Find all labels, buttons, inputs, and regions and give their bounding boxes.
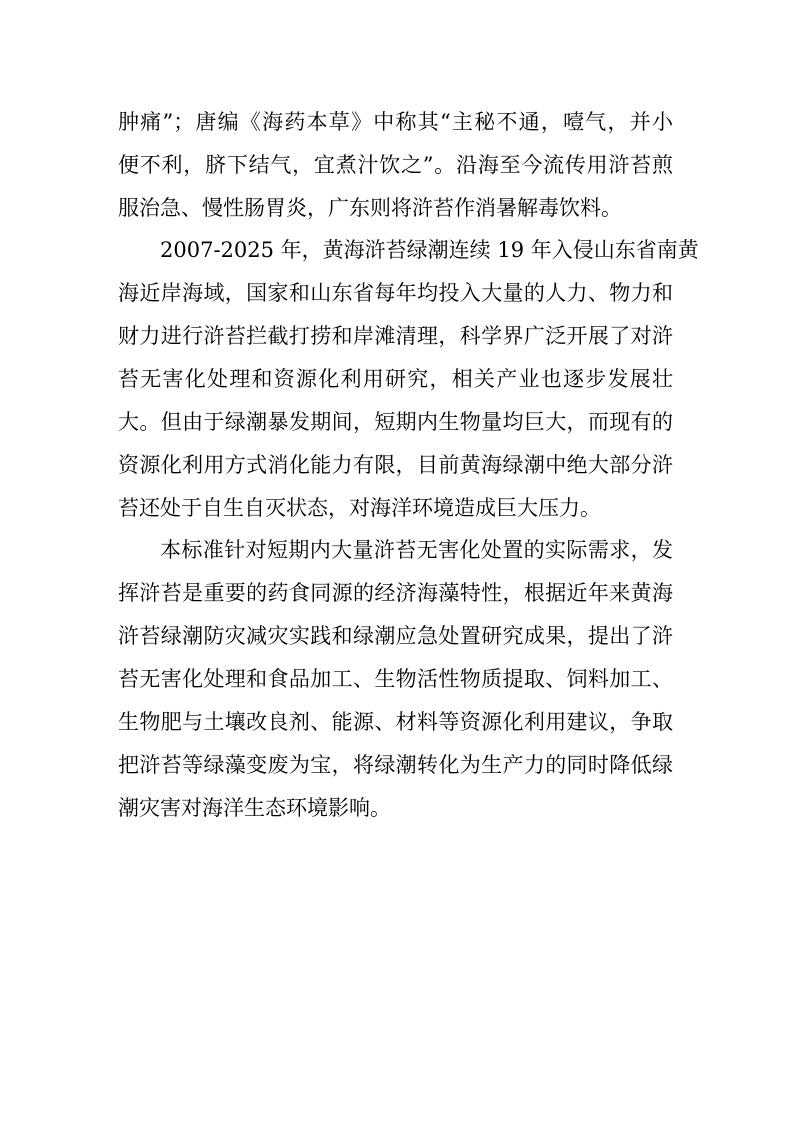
paragraph-1-line-3: 服治急、慢性肠胃炎，广东则将浒苔作消暑解毒饮料。	[118, 196, 622, 220]
paragraph-2-line-6: 资源化利用方式消化能力有限，目前黄海绿潮中绝大部分浒	[118, 453, 673, 477]
paragraph-2-line-7: 苔还处于自生自灭状态，对海洋环境造成巨大压力。	[118, 496, 601, 520]
paragraph-3-line-5: 生物肥与土壤改良剂、能源、材料等资源化利用建议，争取	[118, 710, 673, 734]
paragraph-1-line-2: 便不利，脐下结气，宜煮汁饮之”。沿海至今流传用浒苔煎	[118, 153, 673, 177]
paragraph-3-line-4: 苔无害化处理和食品加工、生物活性物质提取、饲料加工、	[118, 667, 673, 691]
paragraph-2-line-4: 苔无害化处理和资源化利用研究，相关产业也逐步发展壮	[118, 367, 673, 391]
paragraph-3-line-2: 挥浒苔是重要的药食同源的经济海藻特性，根据近年来黄海	[118, 581, 673, 605]
paragraph-3-line-3: 浒苔绿潮防灾减灾实践和绿潮应急处置研究成果，提出了浒	[118, 624, 673, 648]
paragraph-2-line-2: 海近岸海域，国家和山东省每年均投入大量的人力、物力和	[118, 281, 673, 305]
paragraph-2-line-1: 2007-2025 年，黄海浒苔绿潮连续 19 年入侵山东省南黄	[160, 238, 699, 262]
paragraph-2-line-5: 大。但由于绿潮暴发期间，短期内生物量均巨大，而现有的	[118, 410, 673, 434]
paragraph-3-line-7: 潮灾害对海洋生态环境影响。	[118, 796, 391, 820]
paragraph-3-line-6: 把浒苔等绿藻变废为宝，将绿潮转化为生产力的同时降低绿	[118, 753, 673, 777]
paragraph-1-line-1: 肿痛”；唐编《海药本草》中称其“主秘不通，噎气，并小	[118, 110, 673, 134]
paragraph-2-line-3: 财力进行浒苔拦截打捞和岸滩清理，科学界广泛开展了对浒	[118, 324, 673, 348]
paragraph-3-line-1: 本标准针对短期内大量浒苔无害化处置的实际需求，发	[160, 538, 673, 562]
